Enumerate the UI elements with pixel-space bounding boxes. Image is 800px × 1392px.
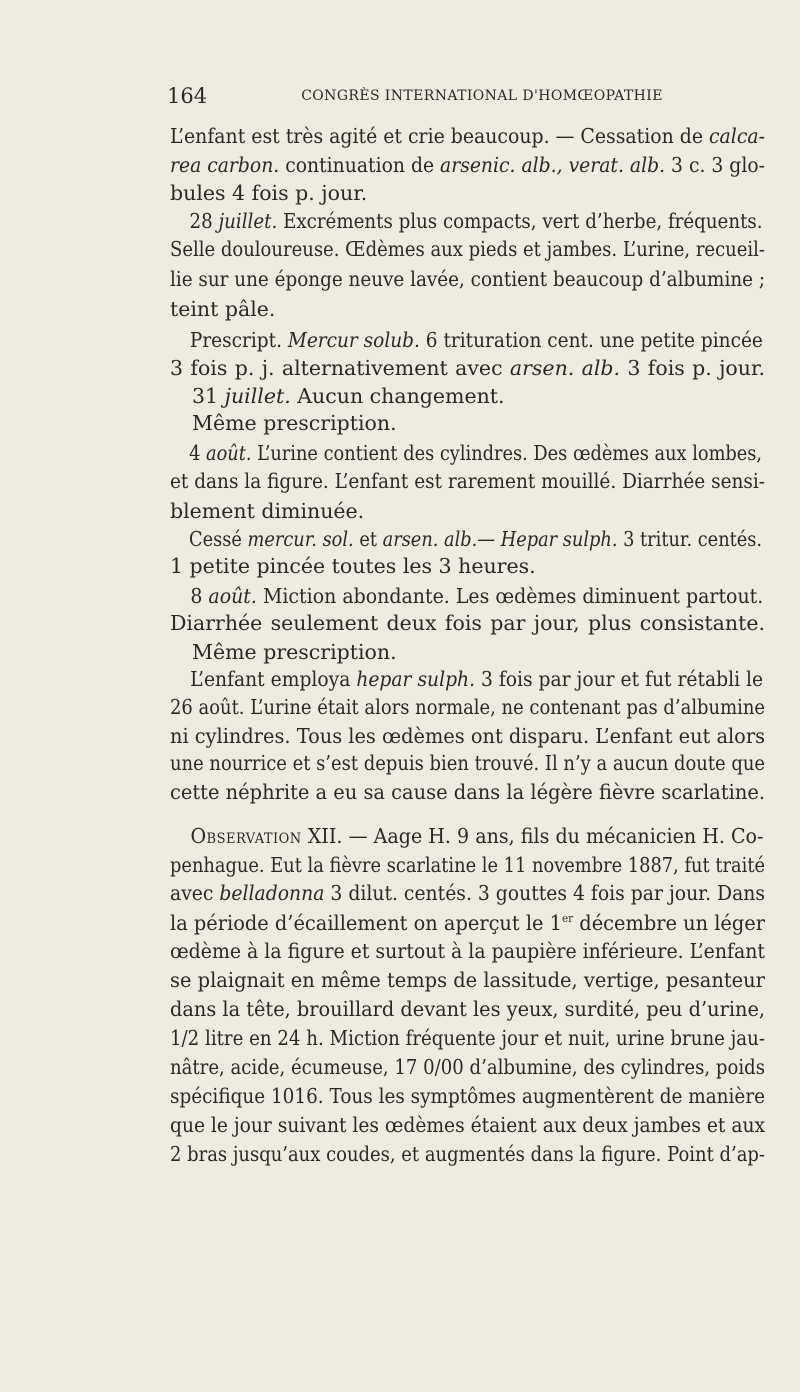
text-line — [170, 910, 766, 937]
text-line — [170, 938, 765, 965]
italic-text: juillet. — [224, 384, 291, 408]
text-segment: dans la tête, brouillard devant les yeux, surdité, peu d’urine, — [170, 997, 766, 1021]
text-line — [170, 666, 764, 693]
text-line — [170, 266, 766, 293]
text-line — [170, 723, 766, 750]
text-line — [170, 779, 766, 806]
text-line — [170, 468, 766, 495]
text-line — [170, 123, 766, 150]
text-segment: 1/2 litre en 24 h. Miction fréquente jour et nuit, urine brune jau- — [170, 1026, 765, 1050]
text-segment: L’urine contient des cylindres. Des œdèmes aux lombes, — [251, 441, 763, 465]
text-segment: 3 fois p. j. alternativement avec — [170, 356, 510, 380]
text-line — [170, 208, 763, 235]
text-segment: et — [353, 527, 383, 551]
text-segment: continuation de — [279, 153, 441, 177]
text-segment: œdème à la figure et surtout à la paupière inférieure. L’enfant — [170, 939, 765, 963]
italic-text: hepar sulph. — [356, 667, 476, 691]
text-segment: Aucun changement. — [290, 384, 505, 408]
text-line — [170, 852, 766, 879]
text-line — [170, 996, 766, 1023]
running-title: CONGRÈS INTERNATIONAL D'HOMŒOPATHIE — [301, 88, 663, 104]
text-segment: avec — [170, 881, 220, 905]
text-segment: Selle douloureuse. Œdèmes aux pieds et jambes. L’urine, recueil- — [170, 237, 765, 261]
italic-text: arsen. alb.— Hepar sulph. — [382, 527, 618, 551]
text-line — [170, 236, 765, 263]
text-line — [170, 1083, 766, 1110]
text-segment: 2 bras jusqu’aux coudes, et augmentés dans la figure. Point d’ap- — [170, 1142, 765, 1166]
text-line — [170, 610, 765, 637]
text-segment: blement diminuée. — [170, 499, 365, 523]
text-segment: L’enfant employa — [190, 667, 357, 691]
text-line — [170, 1054, 765, 1081]
text-line — [170, 880, 765, 907]
text-segment: 3 c. 3 glo- — [665, 153, 765, 177]
text-line — [170, 152, 765, 179]
text-line — [170, 583, 764, 610]
text-segment: 1 petite pincée toutes les 3 heures. — [170, 554, 536, 578]
text-line — [170, 553, 765, 580]
text-line — [170, 440, 763, 467]
text-segment: décembre un léger — [573, 911, 766, 935]
text-line — [170, 1112, 765, 1139]
italic-text: Mercur solub. — [287, 328, 420, 352]
text-segment: L’enfant est très agité et crie beaucoup. — Cessation de — [170, 124, 709, 148]
text-segment: lie sur une éponge neuve lavée, contient beaucoup d’albumine ; — [170, 267, 766, 291]
text-segment: que le jour suivant les œdèmes étaient aux deux jambes et aux — [170, 1113, 765, 1137]
text-line — [170, 639, 787, 666]
text-segment: 26 août. L’urine était alors normale, ne contenant pas d’albumine — [170, 695, 766, 719]
text-segment: cette néphrite a eu sa cause dans la légère fièvre scarlatine. — [170, 780, 766, 804]
text-segment: 3 dilut. centés. 3 gouttes 4 fois par jour. Dans — [324, 881, 765, 905]
italic-text: août. — [208, 584, 257, 608]
text-line — [170, 750, 766, 777]
text-segment: Observation — [190, 824, 302, 848]
text-segment: Même prescription. — [192, 411, 397, 435]
text-line — [170, 296, 765, 323]
text-segment: la période d’écaillement on aperçut le 1 — [170, 911, 563, 935]
text-segment: penhague. Eut la fièvre scarlatine le 11 novembre 1887, fut traité — [170, 853, 766, 877]
text-segment: Prescript. — [189, 328, 288, 352]
text-segment: 3 tritur. centés. — [617, 527, 763, 551]
text-line — [170, 355, 765, 382]
italic-text: juillet. — [218, 209, 278, 233]
text-segment: teint pâle. — [170, 297, 276, 321]
text-segment: 8 — [190, 584, 209, 608]
text-segment: Excréments plus compacts, vert d’herbe, fréquents. — [277, 209, 763, 233]
italic-text: mercur. sol. — [247, 527, 354, 551]
text-segment: er — [562, 912, 574, 926]
italic-text: arsen. alb. — [509, 356, 621, 380]
text-segment: 4 — [189, 441, 207, 465]
italic-text: belladonna — [219, 881, 325, 905]
text-segment: bules 4 fois p. jour. — [170, 181, 368, 205]
text-segment: 3 fois p. jour. — [620, 356, 766, 380]
text-line — [170, 1141, 765, 1168]
italic-text: août. — [206, 441, 252, 465]
text-segment: 28 — [189, 209, 219, 233]
text-segment: Cessé — [189, 527, 248, 551]
page-number: 164 — [167, 84, 208, 108]
text-line — [170, 410, 787, 437]
text-segment: une nourrice et s’est depuis bien trouvé. Il n’y a aucun doute que — [170, 751, 766, 775]
text-segment: 31 — [192, 384, 225, 408]
text-segment: 6 trituration cent. une petite pincée — [419, 328, 763, 352]
text-segment: et dans la figure. L’enfant est rarement mouillé. Diarrhée sensi- — [170, 469, 766, 493]
text-segment: XII. — Aage H. 9 ans, fils du mécanicien H. Co- — [301, 824, 764, 848]
text-line — [170, 823, 764, 850]
italic-text: calca- — [708, 124, 766, 148]
text-segment: se plaignait en même temps de lassitude, vertige, pesanteur — [170, 968, 765, 992]
text-segment: spécifique 1016. Tous les symptômes augmentèrent de manière — [170, 1084, 766, 1108]
text-line — [170, 526, 763, 553]
text-line — [170, 180, 765, 207]
text-segment: nâtre, acide, écumeuse, 17 0/00 d’albumine, des cylindres, poids — [170, 1055, 765, 1079]
text-line — [170, 498, 765, 525]
text-line — [170, 967, 765, 994]
text-segment: 3 fois par jour et fut rétabli le — [475, 667, 764, 691]
text-segment: Même prescription. — [192, 640, 397, 664]
italic-text: arsenic. alb., verat. alb. — [440, 153, 666, 177]
page-header — [167, 84, 767, 114]
text-segment: Miction abondante. Les œdèmes diminuent partout. — [256, 584, 764, 608]
text-segment: ni cylindres. Tous les œdèmes ont disparu. L’enfant eut alors — [170, 724, 766, 748]
text-line — [170, 383, 787, 410]
text-line — [170, 1025, 765, 1052]
text-segment: Diarrhée seulement deux fois par jour, plus consistante. — [170, 611, 765, 635]
italic-text: rea carbon. — [170, 153, 280, 177]
text-line — [170, 694, 766, 721]
text-line — [170, 327, 763, 354]
